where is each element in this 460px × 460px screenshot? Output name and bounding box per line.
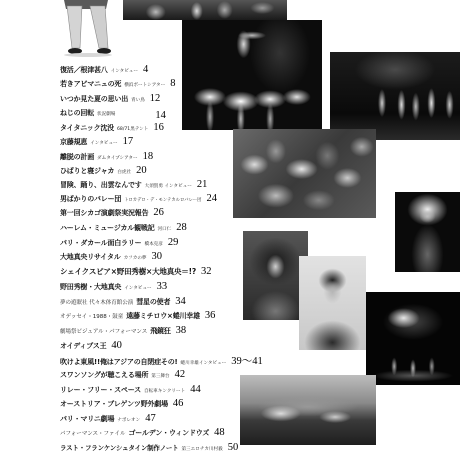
- toc-entry: [60, 136, 133, 147]
- entry-subtitle: インタビュー: [110, 69, 138, 74]
- entry-title: スワンソングが聴こえる場所: [60, 371, 149, 379]
- entry-title: ハーレム・ミュージカル観戦記: [60, 224, 155, 232]
- entry-title: ねじの回転: [60, 109, 94, 117]
- standing-figure-photo: [58, 0, 114, 58]
- entry-page-number: 16: [153, 122, 164, 133]
- entry-prefix: パフォーマンス・ファイル: [60, 431, 126, 437]
- toc-entry: [60, 384, 201, 395]
- costume-figure-photo: [395, 192, 460, 272]
- entry-page-number: 48: [214, 427, 225, 438]
- entry-subtitle: 青い鳥: [131, 98, 145, 103]
- entry-subtitle: 状況劇場: [97, 112, 116, 117]
- toc-entry: [60, 427, 225, 438]
- entry-title: 京藤規恵: [60, 138, 88, 146]
- entry-title: シェイクスピア×野田秀樹×大地真央＝!?: [60, 267, 196, 276]
- toc-entry: [60, 193, 217, 204]
- toc-entry: [60, 353, 263, 367]
- toc-entry: [60, 237, 178, 248]
- entry-title: パリ・マリニ劇場: [60, 415, 115, 423]
- entry-title: 第一回シカゴ演劇祭実況報告: [60, 209, 149, 217]
- entry-subtitle: 第三エロチカ川村毅: [181, 447, 223, 452]
- entry-page-number: 18: [142, 151, 154, 162]
- entry-page-number: 30: [151, 251, 163, 262]
- entry-subtitle: カフカの夢: [123, 256, 147, 261]
- entry-subtitle: 白虎社: [117, 170, 132, 175]
- entry-subtitle: 第三舞台: [151, 374, 170, 379]
- toc-entry: [60, 78, 175, 89]
- entry-page-number: 42: [174, 369, 186, 380]
- entry-subtitle: 自転車キンクリート: [143, 389, 186, 394]
- entry-page-number: 47: [145, 413, 156, 424]
- entry-title: 男ばかりのバレー団: [60, 195, 122, 203]
- entry-page-number: 50: [227, 442, 239, 453]
- toc-entry: [60, 93, 160, 104]
- entry-title: パリ・ダカール面白ラリー: [60, 239, 142, 247]
- toc-entry: [60, 442, 238, 453]
- entry-title: ひばりと寝ジャカ: [60, 167, 115, 175]
- entry-title: 冒険、踊り、出雲なんです: [60, 181, 142, 189]
- entry-page-number: 21: [196, 179, 208, 190]
- toc-entry: [60, 340, 122, 351]
- stage-photo-top: [123, 0, 287, 20]
- entry-prefix: 劇場祭ビジュアル・パフォーマンス: [60, 329, 148, 335]
- entry-subtitle: 68/71黒テント: [116, 127, 149, 132]
- man-portrait-photo: [299, 256, 366, 350]
- entry-page-number: 38: [175, 325, 187, 336]
- entry-subtitle: 河口仁: [157, 227, 172, 232]
- entry-title: 大地真央リサイタル: [60, 253, 121, 261]
- entry-page-number: 4: [143, 64, 149, 75]
- entry-subtitle: ナポレオン: [117, 418, 141, 423]
- toc-entry: [60, 179, 207, 190]
- entry-title: 若きアビマニュの死: [60, 80, 122, 88]
- entry-subtitle: 大須賀勇 インタビュー: [144, 184, 192, 189]
- toc-entry: [60, 222, 187, 233]
- entry-title: 飛鏡狂: [150, 327, 171, 335]
- toc-entry: [60, 151, 153, 162]
- entry-page-number: 12: [149, 93, 161, 104]
- dark-stage-photo: [366, 292, 460, 385]
- entry-page-number: 46: [172, 398, 184, 409]
- entry-page-number: 34: [175, 296, 186, 307]
- entry-title: 野田秀樹・大地真央: [60, 283, 122, 291]
- entry-title: 離脱の計画: [60, 153, 94, 161]
- entry-title: タイタニック沈没: [60, 124, 114, 132]
- entry-title: 復活／根津甚八: [60, 66, 108, 74]
- entry-page-number: 28: [176, 222, 187, 233]
- entry-page-number: 33: [156, 281, 168, 292]
- outdoor-stage-photo: [240, 375, 376, 445]
- entry-title: オイディプス王: [60, 342, 107, 350]
- toc-entry: [60, 413, 156, 424]
- toc-entry: [60, 398, 183, 409]
- crowd-scene-photo: [233, 129, 376, 218]
- entry-page-number: 17: [122, 136, 134, 147]
- entry-page-number: 14: [155, 110, 166, 121]
- toc-entry: [60, 122, 164, 133]
- entry-title: ラスト・フランケンシュタイン制作ノート: [60, 444, 179, 452]
- toc-entry: [60, 310, 215, 321]
- entry-page-number: 36: [204, 310, 216, 321]
- toc-entry: [60, 325, 186, 336]
- toc-entry: [60, 369, 185, 380]
- entry-title: オーストリア・ブレゲンツ野外劇場: [60, 400, 168, 408]
- ballet-photo: [182, 20, 322, 130]
- toc-entry: [60, 107, 166, 121]
- entry-prefix: 夢の遊眠社 代々木体育館公演: [60, 300, 134, 306]
- entry-page-number: 29: [167, 237, 179, 248]
- entry-subtitle: 横浜ボートシアター: [124, 83, 166, 88]
- entry-title: いつか見た夏の思い出: [60, 95, 128, 103]
- entry-page-number: 40: [111, 340, 122, 351]
- entry-subtitle: トロカデロ・デ・モンテカルロバレー団: [124, 198, 202, 203]
- entry-title: リレー・フリー・スペース: [60, 386, 141, 394]
- stage-group-photo: [330, 52, 460, 140]
- toc-entry: [60, 251, 162, 262]
- entry-page-number: 8: [170, 78, 176, 89]
- entry-subtitle: ダムタイプシアター: [97, 156, 138, 161]
- entry-title: 遠藤ミチロウ×蜷川幸雄: [126, 312, 200, 320]
- entry-prefix: オデッセイ・1988・鼓童: [60, 314, 124, 320]
- entry-title: 彗星の使者: [136, 298, 171, 306]
- entry-subtitle: インタビュー: [90, 141, 118, 146]
- toc-entry: [60, 296, 186, 307]
- toc-entry-feature: [60, 266, 211, 277]
- entry-page-number: 26: [153, 207, 164, 218]
- entry-title: ゴールデン・ウィンドウズ: [128, 429, 210, 437]
- entry-subtitle: 橋本克彦: [144, 242, 163, 247]
- entry-page-number: 44: [190, 384, 201, 395]
- toc-entry: [60, 207, 164, 218]
- toc-entry: [60, 281, 167, 292]
- toc-entry: [60, 165, 147, 176]
- entry-title: 吹けよ東風!!俺はアジアの自閉症その!: [60, 358, 178, 366]
- entry-page-number: 39〜41: [231, 356, 263, 367]
- entry-subtitle: インタビュー: [124, 286, 152, 291]
- toc-entry: [60, 64, 148, 75]
- entry-subtitle: 蜷川幸雄インタビュー: [180, 361, 227, 366]
- entry-page-number: 20: [136, 165, 147, 176]
- entry-page-number: 32: [200, 266, 212, 277]
- entry-page-number: 24: [206, 193, 217, 204]
